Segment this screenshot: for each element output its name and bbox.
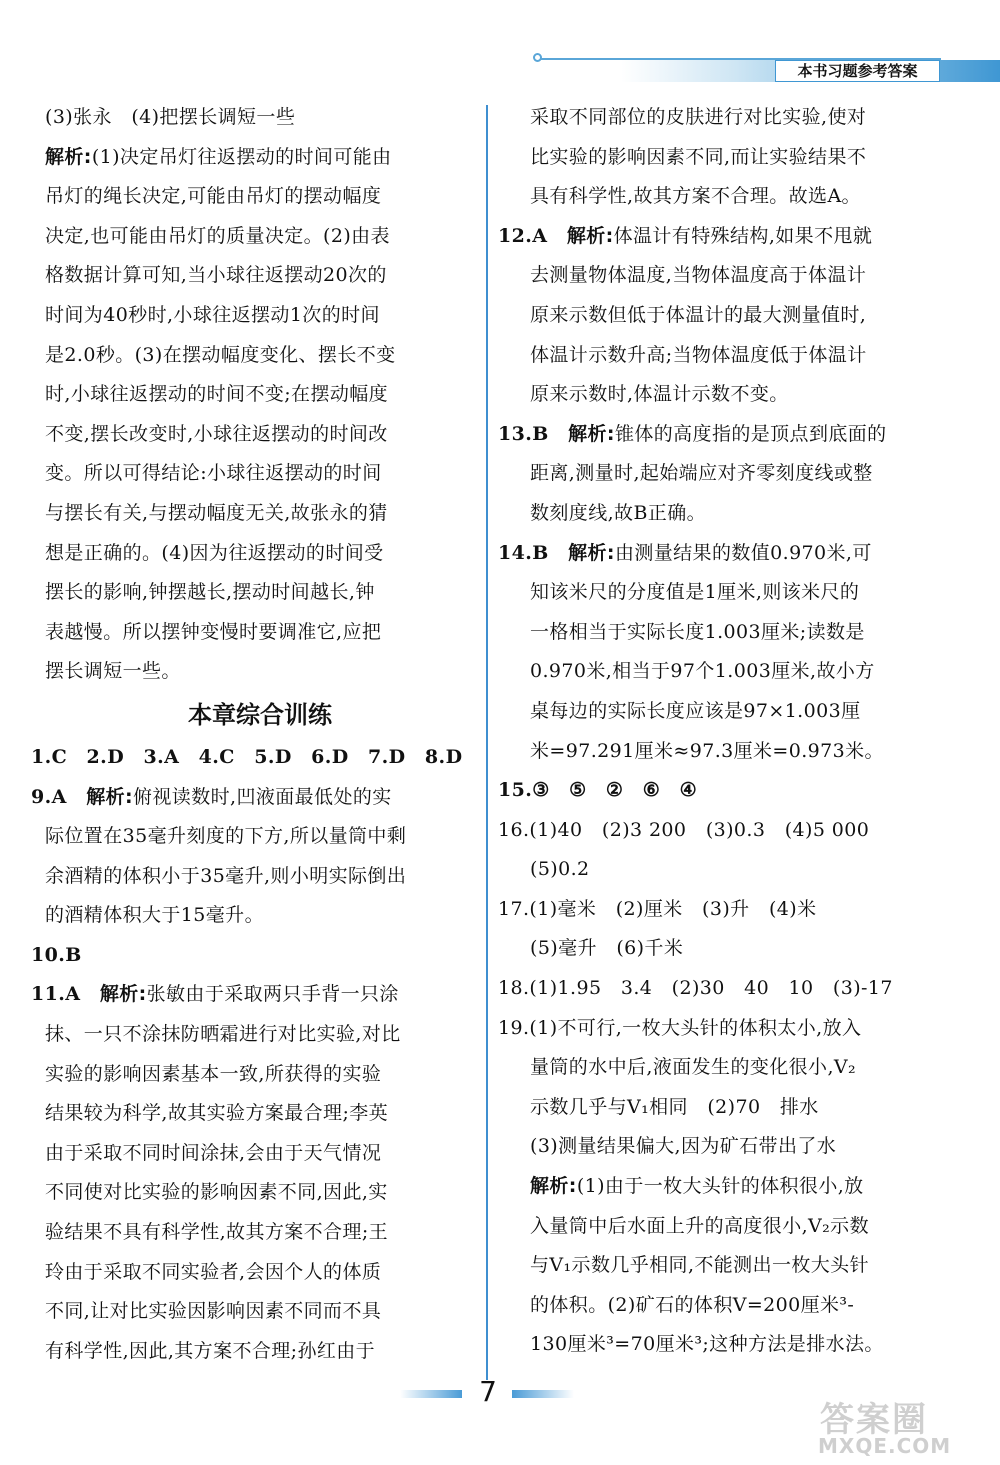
section-heading: 本章综合训练 bbox=[188, 700, 332, 729]
text-line: 解析:(1)由于一枚大头针的体积很小,放 bbox=[530, 1175, 864, 1198]
text-line: 有科学性,因此,其方案不合理;孙红由于 bbox=[45, 1339, 376, 1362]
text-line: 的体积。(2)矿石的体积V=200厘米³- bbox=[530, 1293, 855, 1316]
answer-line: 12.A 解析:体温计有特殊结构,如果不甩就 bbox=[498, 224, 873, 247]
text-line: 余酒精的体积小于35毫升,则小明实际倒出 bbox=[45, 864, 407, 887]
text-line: 知该米尺的分度值是1厘米,则该米尺的 bbox=[530, 581, 860, 604]
text-line: 桌每边的实际长度应该是97×1.003厘 bbox=[530, 699, 861, 722]
text-line: 变。所以可得结论:小球往返摆动的时间 bbox=[45, 462, 382, 485]
text-line: 入量筒中后水面上升的高度很小,V₂示数 bbox=[530, 1214, 869, 1237]
text-line: 量筒的水中后,液面发生的变化很小,V₂ bbox=[530, 1056, 857, 1079]
text-line: 0.970米,相当于97个1.003厘米,故小方 bbox=[530, 660, 875, 683]
text-line: 时,小球往返摆动的时间不变;在摆动幅度 bbox=[45, 383, 389, 406]
text-line: 数刻度线,故B正确。 bbox=[530, 501, 707, 524]
text-line: 的酒精体积大于15毫升。 bbox=[45, 904, 264, 927]
text-line: 解析:(1)决定吊灯往返摆动的时间可能由 bbox=[45, 145, 392, 168]
text-line: 原来示数但低于体温计的最大测量值时, bbox=[530, 303, 867, 326]
column-divider bbox=[486, 105, 488, 1380]
answer-line: 19.(1)不可行,一枚大头针的体积太小,放入 bbox=[498, 1016, 862, 1039]
text-line: 是2.0秒。(3)在摆动幅度变化、摆长不变 bbox=[45, 343, 396, 366]
text-line: (5)毫升 (6)千米 bbox=[530, 937, 684, 960]
text-line: 不变,摆长改变时,小球往返摆动的时间改 bbox=[45, 422, 388, 445]
text-line: 与摆长有关,与摆动幅度无关,故张永的猜 bbox=[45, 501, 388, 524]
page-header bbox=[525, 52, 1000, 88]
footer-bar-right bbox=[512, 1390, 574, 1398]
header-title: 本书习题参考答案 bbox=[775, 60, 940, 82]
text-line: 决定,也可能由吊灯的质量决定。(2)由表 bbox=[45, 224, 390, 247]
text-line: 体温计示数升高;当物体温度低于体温计 bbox=[530, 343, 867, 366]
text-line: 想是正确的。(4)因为往返摆动的时间受 bbox=[45, 541, 384, 564]
text-line: 比实验的影响因素不同,而让实验结果不 bbox=[530, 145, 867, 168]
text-line: 不同使对比实验的影响因素不同,因此,实 bbox=[45, 1181, 388, 1204]
page-number: 7 bbox=[479, 1375, 497, 1408]
text-line: 摆长调短一些。 bbox=[45, 660, 181, 683]
text-line: 示数几乎与V₁相同 (2)70 排水 bbox=[530, 1095, 819, 1118]
text-line: 表越慢。所以摆钟变慢时要调准它,应把 bbox=[45, 620, 382, 643]
text-line: 距离,测量时,起始端应对齐零刻度线或整 bbox=[530, 462, 873, 485]
answer-line: 13.B 解析:锥体的高度指的是顶点到底面的 bbox=[498, 422, 887, 445]
answer-line: 16.(1)40 (2)3 200 (3)0.3 (4)5 000 bbox=[498, 818, 870, 841]
text-line: 结果较为科学,故其实验方案最合理;李英 bbox=[45, 1102, 389, 1125]
text-line: 采取不同部位的皮肤进行对比实验,使对 bbox=[530, 106, 867, 128]
watermark-url: MXQE.COM bbox=[818, 1434, 952, 1458]
watermark bbox=[760, 1392, 990, 1462]
text-line: 米=97.291厘米≈97.3厘米=0.973米。 bbox=[530, 739, 884, 762]
left-column bbox=[31, 98, 475, 1371]
page-footer bbox=[400, 1372, 600, 1412]
text-line: 去测量物体温度,当物体温度高于体温计 bbox=[530, 264, 867, 287]
text-line: 原来示数时,体温计示数不变。 bbox=[530, 383, 789, 406]
answer-line: 10.B bbox=[31, 943, 82, 966]
text-line: 与V₁示数几乎相同,不能测出一枚大头针 bbox=[530, 1254, 869, 1277]
text-line: 格数据计算可知,当小球往返摆动20次的 bbox=[45, 264, 387, 287]
answer-line: 17.(1)毫米 (2)厘米 (3)升 (4)米 bbox=[498, 897, 817, 920]
answer-line: 11.A 解析:张敏由于采取两只手背一只涂 bbox=[31, 983, 399, 1006]
text-line: 具有科学性,故其方案不合理。故选A。 bbox=[530, 185, 861, 208]
answer-line: 1.C 2.D 3.A 4.C 5.D 6.D 7.D 8.D bbox=[31, 745, 463, 768]
text-line: 际位置在35毫升刻度的下方,所以量筒中剩 bbox=[45, 825, 407, 848]
text-line: 由于采取不同时间涂抹,会由于天气情况 bbox=[45, 1141, 382, 1164]
text-line: (3)测量结果偏大,因为矿石带出了水 bbox=[530, 1135, 837, 1158]
watermark-logo-text: 答案圈 bbox=[820, 1400, 928, 1440]
text-line: (5)0.2 bbox=[530, 858, 590, 881]
text-line: 一格相当于实际长度1.003厘米;读数是 bbox=[530, 620, 865, 643]
text-line: 130厘米³=70厘米³;这种方法是排水法。 bbox=[530, 1333, 884, 1356]
text-line: 验结果不具有科学性,故其方案不合理;王 bbox=[45, 1221, 389, 1244]
right-column bbox=[498, 98, 938, 1365]
answer-line: 14.B 解析:由测量结果的数值0.970米,可 bbox=[498, 541, 872, 564]
text-line: 吊灯的绳长决定,可能由吊灯的摆动幅度 bbox=[45, 185, 382, 208]
footer-bar-left bbox=[400, 1390, 462, 1398]
text-line: 抹、一只不涂抹防晒霜进行对比实验,对比 bbox=[45, 1023, 401, 1046]
text-line: 实验的影响因素基本一致,所获得的实验 bbox=[45, 1062, 382, 1085]
answer-line: 9.A 解析:俯视读数时,凹液面最低处的实 bbox=[31, 785, 392, 808]
text-line: (3)张永 (4)把摆长调短一些 bbox=[45, 106, 296, 128]
text-line: 摆长的影响,钟摆越长,摆动时间越长,钟 bbox=[45, 581, 375, 604]
answer-line: 15.③ ⑤ ② ⑥ ④ bbox=[498, 779, 698, 802]
text-line: 玲由于采取不同实验者,会因个人的体质 bbox=[45, 1260, 382, 1283]
text-line: 时间为40秒时,小球往返摆动1次的时间 bbox=[45, 303, 380, 326]
text-line: 不同,让对比实验因影响因素不同而不具 bbox=[45, 1300, 382, 1323]
answer-line: 18.(1)1.95 3.4 (2)30 40 10 (3)-17 bbox=[498, 977, 893, 1000]
